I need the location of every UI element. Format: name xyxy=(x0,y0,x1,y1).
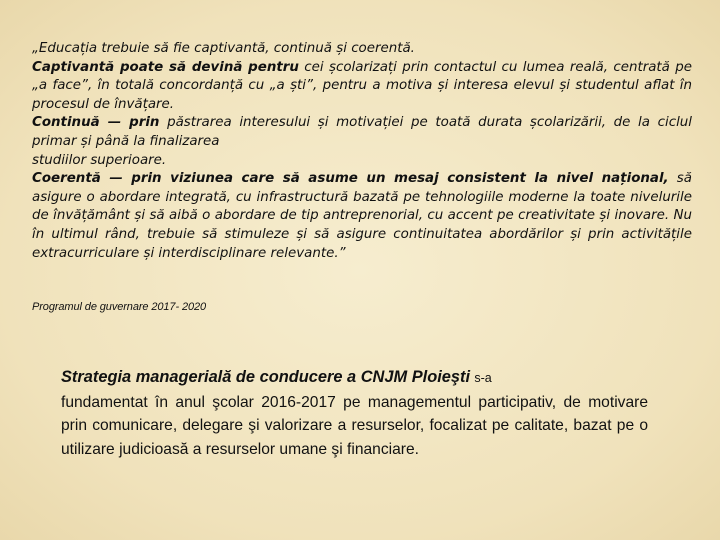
strategy-title-suffix: s-a xyxy=(474,371,492,385)
quote-source: Programul de guvernare 2017- 2020 xyxy=(32,301,207,313)
strategy-paragraph xyxy=(61,366,648,461)
strategy-body: fundamentat în anul şcolar 2016-2017 pe managementul participativ, de motivare prin comunicare, delegare şi valorizare a resurselor, focalizat pe calitate, bazat pe o utilizare judicioasă a resurselor umane şi financiare. xyxy=(61,393,648,458)
coherent-text: să asigure o abordare integrată, cu infrastructură bazată pe tehnologiile moderne la toate nivelurile de învățământ și să aibă o abordare de tip antreprenorial, cu accent pe creativitate și inovare. Nu în ultimul rând, trebuie să stimuleze și să asigure continuitatea abordărilor și prin activitățile extracurriculare și interdisciplinare relevante.” xyxy=(32,171,692,261)
quote-coherent xyxy=(32,170,692,263)
continuous-heading: Continuă — prin xyxy=(32,115,160,131)
quote-captivating xyxy=(32,59,692,115)
quote-continuous xyxy=(32,114,692,151)
coherent-heading: Coerentă — prin viziunea care să asume un mesaj consistent la nivel național, xyxy=(32,171,669,187)
quote-block xyxy=(32,40,692,263)
captivating-heading: Captivantă poate să devină pentru xyxy=(32,59,299,75)
strategy-title: Strategia managerială de conducere a CNJM Ploieşti xyxy=(61,368,470,386)
captivating-text: cei școlarizați prin contactul cu lumea reală, centrată pe „a face”, în totală concordanță cu „a ști”, pentru a motiva și interesa elevul și studentul aflat în procesul de învățare. xyxy=(32,59,692,112)
quote-intro: „Educația trebuie să fie captivantă, continuă și coerentă. xyxy=(32,41,415,56)
continuous-text: păstrarea interesului și motivației pe toată durata școlarizării, de la ciclul primar și până la finalizarea xyxy=(32,115,692,149)
continuous-text-line2: studiilor superioare. xyxy=(32,152,167,168)
